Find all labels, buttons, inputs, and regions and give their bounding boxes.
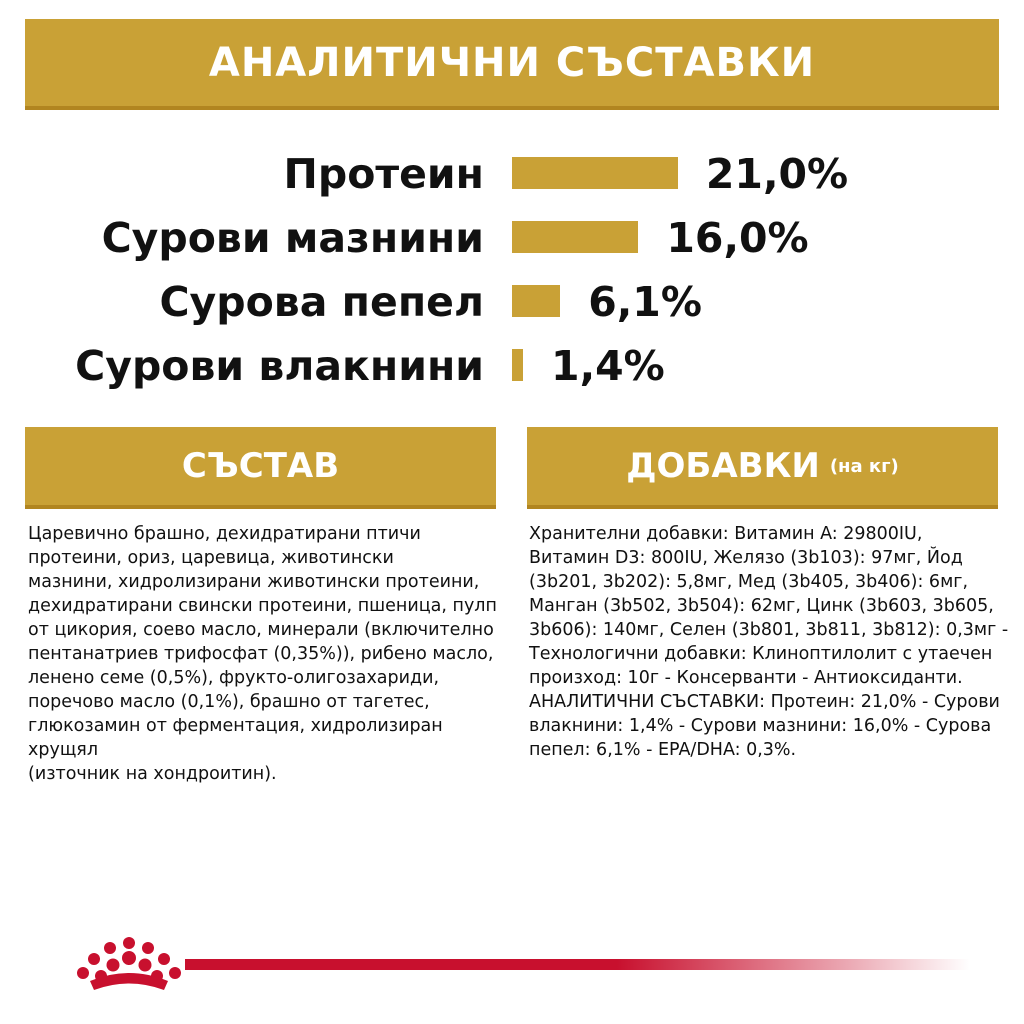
nutrient-label: Сурови влакнини [75,342,484,390]
nutrient-label: Сурови мазнини [101,214,484,262]
nutrient-bar [512,349,523,381]
nutrient-value: 16,0% [666,214,809,262]
nutrient-value: 6,1% [588,278,702,326]
nutrient-value: 1,4% [551,342,665,390]
nutrient-row-crude-ash [0,271,1024,333]
nutrient-row-protein [0,143,1024,205]
nutrient-bar [512,221,638,253]
nutrient-bar [512,157,678,189]
composition-title: СЪСТАВ [181,446,340,486]
additives-banner [527,427,998,509]
nutrient-value: 21,0% [705,150,849,198]
composition-banner [25,427,496,509]
composition-text: Царевично брашно, дехидратирани птичи протеини, ориз, царевица, животински мазнини, хидролизирани животински протеини, дехидратирани свински протеини, пшеница, пулп от цикория, соево масло, минерали (включително пентанатриев трифосфат (0,35%)), рибено масло, ленено семе (0,5%), фрукто-олигозахариди, поречово масло (0,1%), брашно от тагетес, глюкозамин от ферментация, хидролизиран хрущял (източник на хондроитин). [28,524,497,784]
nutrient-bar [512,285,560,317]
nutrient-label: Сурова пепел [159,278,484,326]
royal-crown-icon [74,935,184,997]
analytical-constituents-title: АНАЛИТИЧНИ СЪСТАВКИ [208,39,816,86]
additives-subtitle: (на кг) [829,455,899,477]
nutrient-row-crude-fibre [0,335,1024,397]
additives-text: Хранителни добавки: Витамин A: 29800IU, Витамин D3: 800IU, Желязо (3b103): 97мг, Йод (3b201, 3b202): 5,8мг, Мед (3b405, 3b406): 6мг, Манган (3b502, 3b504): 62мг, Цинк (3b603, 3b605, 3b606): 140мг, Селен (3b801, 3b811, 3b812): 0,3мг - Технологични добавки: Клиноптилолит с утаечен произход: 10г - Консерванти - Антиоксиданти. АНАЛИТИЧНИ СЪСТАВКИ: Протеин: 21,0% - Сурови влакнини: 1,4% - Сурови мазнини: 16,0% - Сурова пепел: 6,1% - EPA/DHA: 0,3%. [529,524,1009,760]
analytical-constituents-banner [25,19,999,110]
nutrient-row-crude-fat [0,207,1024,269]
brand-stripe [185,959,970,970]
nutrient-label: Протеин [283,150,484,198]
additives-title: ДОБАВКИ [626,446,820,486]
